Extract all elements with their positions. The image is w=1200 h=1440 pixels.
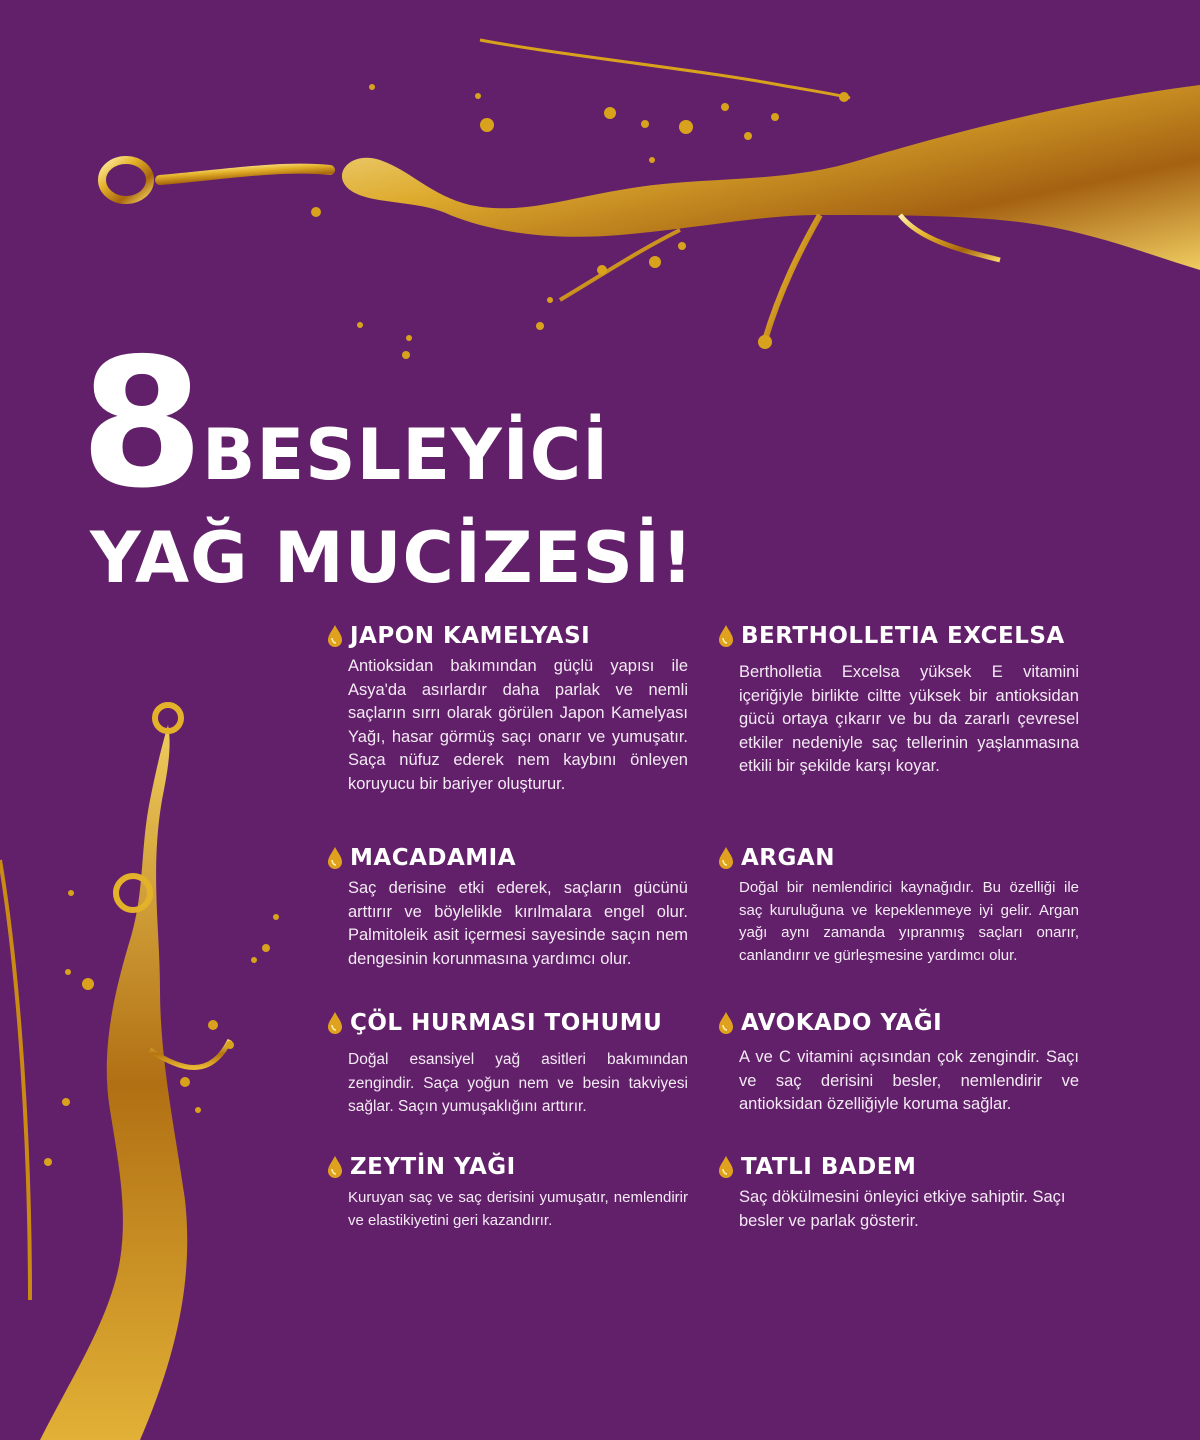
oil-description: Saç derisine etki ederek, saçların gücünü arttırır ve böylelikle kırılmalara engel olur. Palmitoleik asit içermesi sayesinde saçın nem dengesinin korunmasına yardımcı olur. xyxy=(348,879,688,968)
oil-description: Saç dökülmesini önleyici etkiye sahiptir. Saçı besler ve parlak gösterir. xyxy=(739,1188,1066,1230)
oil-item-japon-kamelyasi xyxy=(326,623,696,796)
oil-description: A ve C vitamini açısından çok zengindir. Saçı ve saç derisini besler, nemlendirir ve antioksidan özelliğiyle koruma sağlar. xyxy=(739,1048,1079,1113)
oil-description: Doğal bir nemlendirici kaynağıdır. Bu özelliği ile saç kuruluğuna ve kepeklenmeye iyi gelir. Argan yağı aynı zamanda yıpranmış saçları onarır, canlandırır ve gürleşmesine yardımcı olur. xyxy=(739,879,1079,964)
oil-drop-icon xyxy=(717,1011,735,1035)
headline-number: 8 xyxy=(80,320,200,527)
splash-top-tendril xyxy=(160,169,330,180)
oil-drop-icon xyxy=(326,1011,344,1035)
oil-item-zeytin-yagi xyxy=(326,1154,696,1232)
oil-drop-icon xyxy=(326,624,344,648)
oil-name: ÇÖL HURMASI TOHUMU xyxy=(350,1010,663,1036)
oil-drop-icon xyxy=(717,624,735,648)
oil-item-argan xyxy=(717,845,1087,967)
oil-name: MACADAMIA xyxy=(350,845,517,871)
oil-name: ZEYTİN YAĞI xyxy=(350,1154,516,1180)
oil-name: AVOKADO YAĞI xyxy=(741,1010,943,1036)
oil-name: ARGAN xyxy=(741,845,835,871)
oil-description: Bertholletia Excelsa yüksek E vitamini içeriğiyle birlikte ciltte yüksek bir antioksidan gücü ortaya çıkarır ve bu da zararlı çevresel etkiler nedeniyle saç tellerinin yaşlanmasına etkili bir şekilde karşı koyar. xyxy=(739,663,1079,775)
oil-item-macadamia xyxy=(326,845,696,971)
oil-description: Doğal esansiyel yağ asitleri bakımından zengindir. Saça yoğun nem ve besin takviyesi sağlar. Saçın yumuşaklığını arttırır. xyxy=(348,1051,688,1115)
oil-item-avokado-yagi xyxy=(717,1010,1087,1117)
splash-top-strand xyxy=(480,40,850,98)
oil-drop-icon xyxy=(326,1155,344,1179)
oil-name: TATLI BADEM xyxy=(741,1154,917,1180)
headline-line-1: BESLEYİCİ xyxy=(202,414,610,496)
oil-name: JAPON KAMELYASI xyxy=(350,623,591,649)
oil-item-tatli-badem xyxy=(717,1154,1087,1233)
oil-drop-icon xyxy=(326,846,344,870)
oil-name: BERTHOLLETIA EXCELSA xyxy=(741,623,1065,649)
splash-top-main xyxy=(342,85,1200,270)
oil-drop-icon xyxy=(717,1155,735,1179)
oil-drop-icon xyxy=(717,846,735,870)
splash-bottom-left xyxy=(40,725,187,1440)
oil-item-bertholletia-excelsa xyxy=(717,623,1087,779)
oil-item-col-hurmasi-tohumu xyxy=(326,1010,696,1119)
headline-line-2: YAĞ MUCİZESİ! xyxy=(90,517,694,599)
oil-description: Antioksidan bakımından güçlü yapısı ile Asya'da asırlardır daha parlak ve nemli saçların sırrı olarak görülen Japon Kamelyası Yağı, hasar görmüş saçı onarır ve yumuşatır. Saça nüfuz ederek nem kaybını önleyen koruyucu bir bariyer oluşturur. xyxy=(348,657,688,793)
oil-description: Kuruyan saç ve saç derisini yumuşatır, nemlendirir ve elastikiyetini geri kazandırır. xyxy=(348,1189,688,1229)
